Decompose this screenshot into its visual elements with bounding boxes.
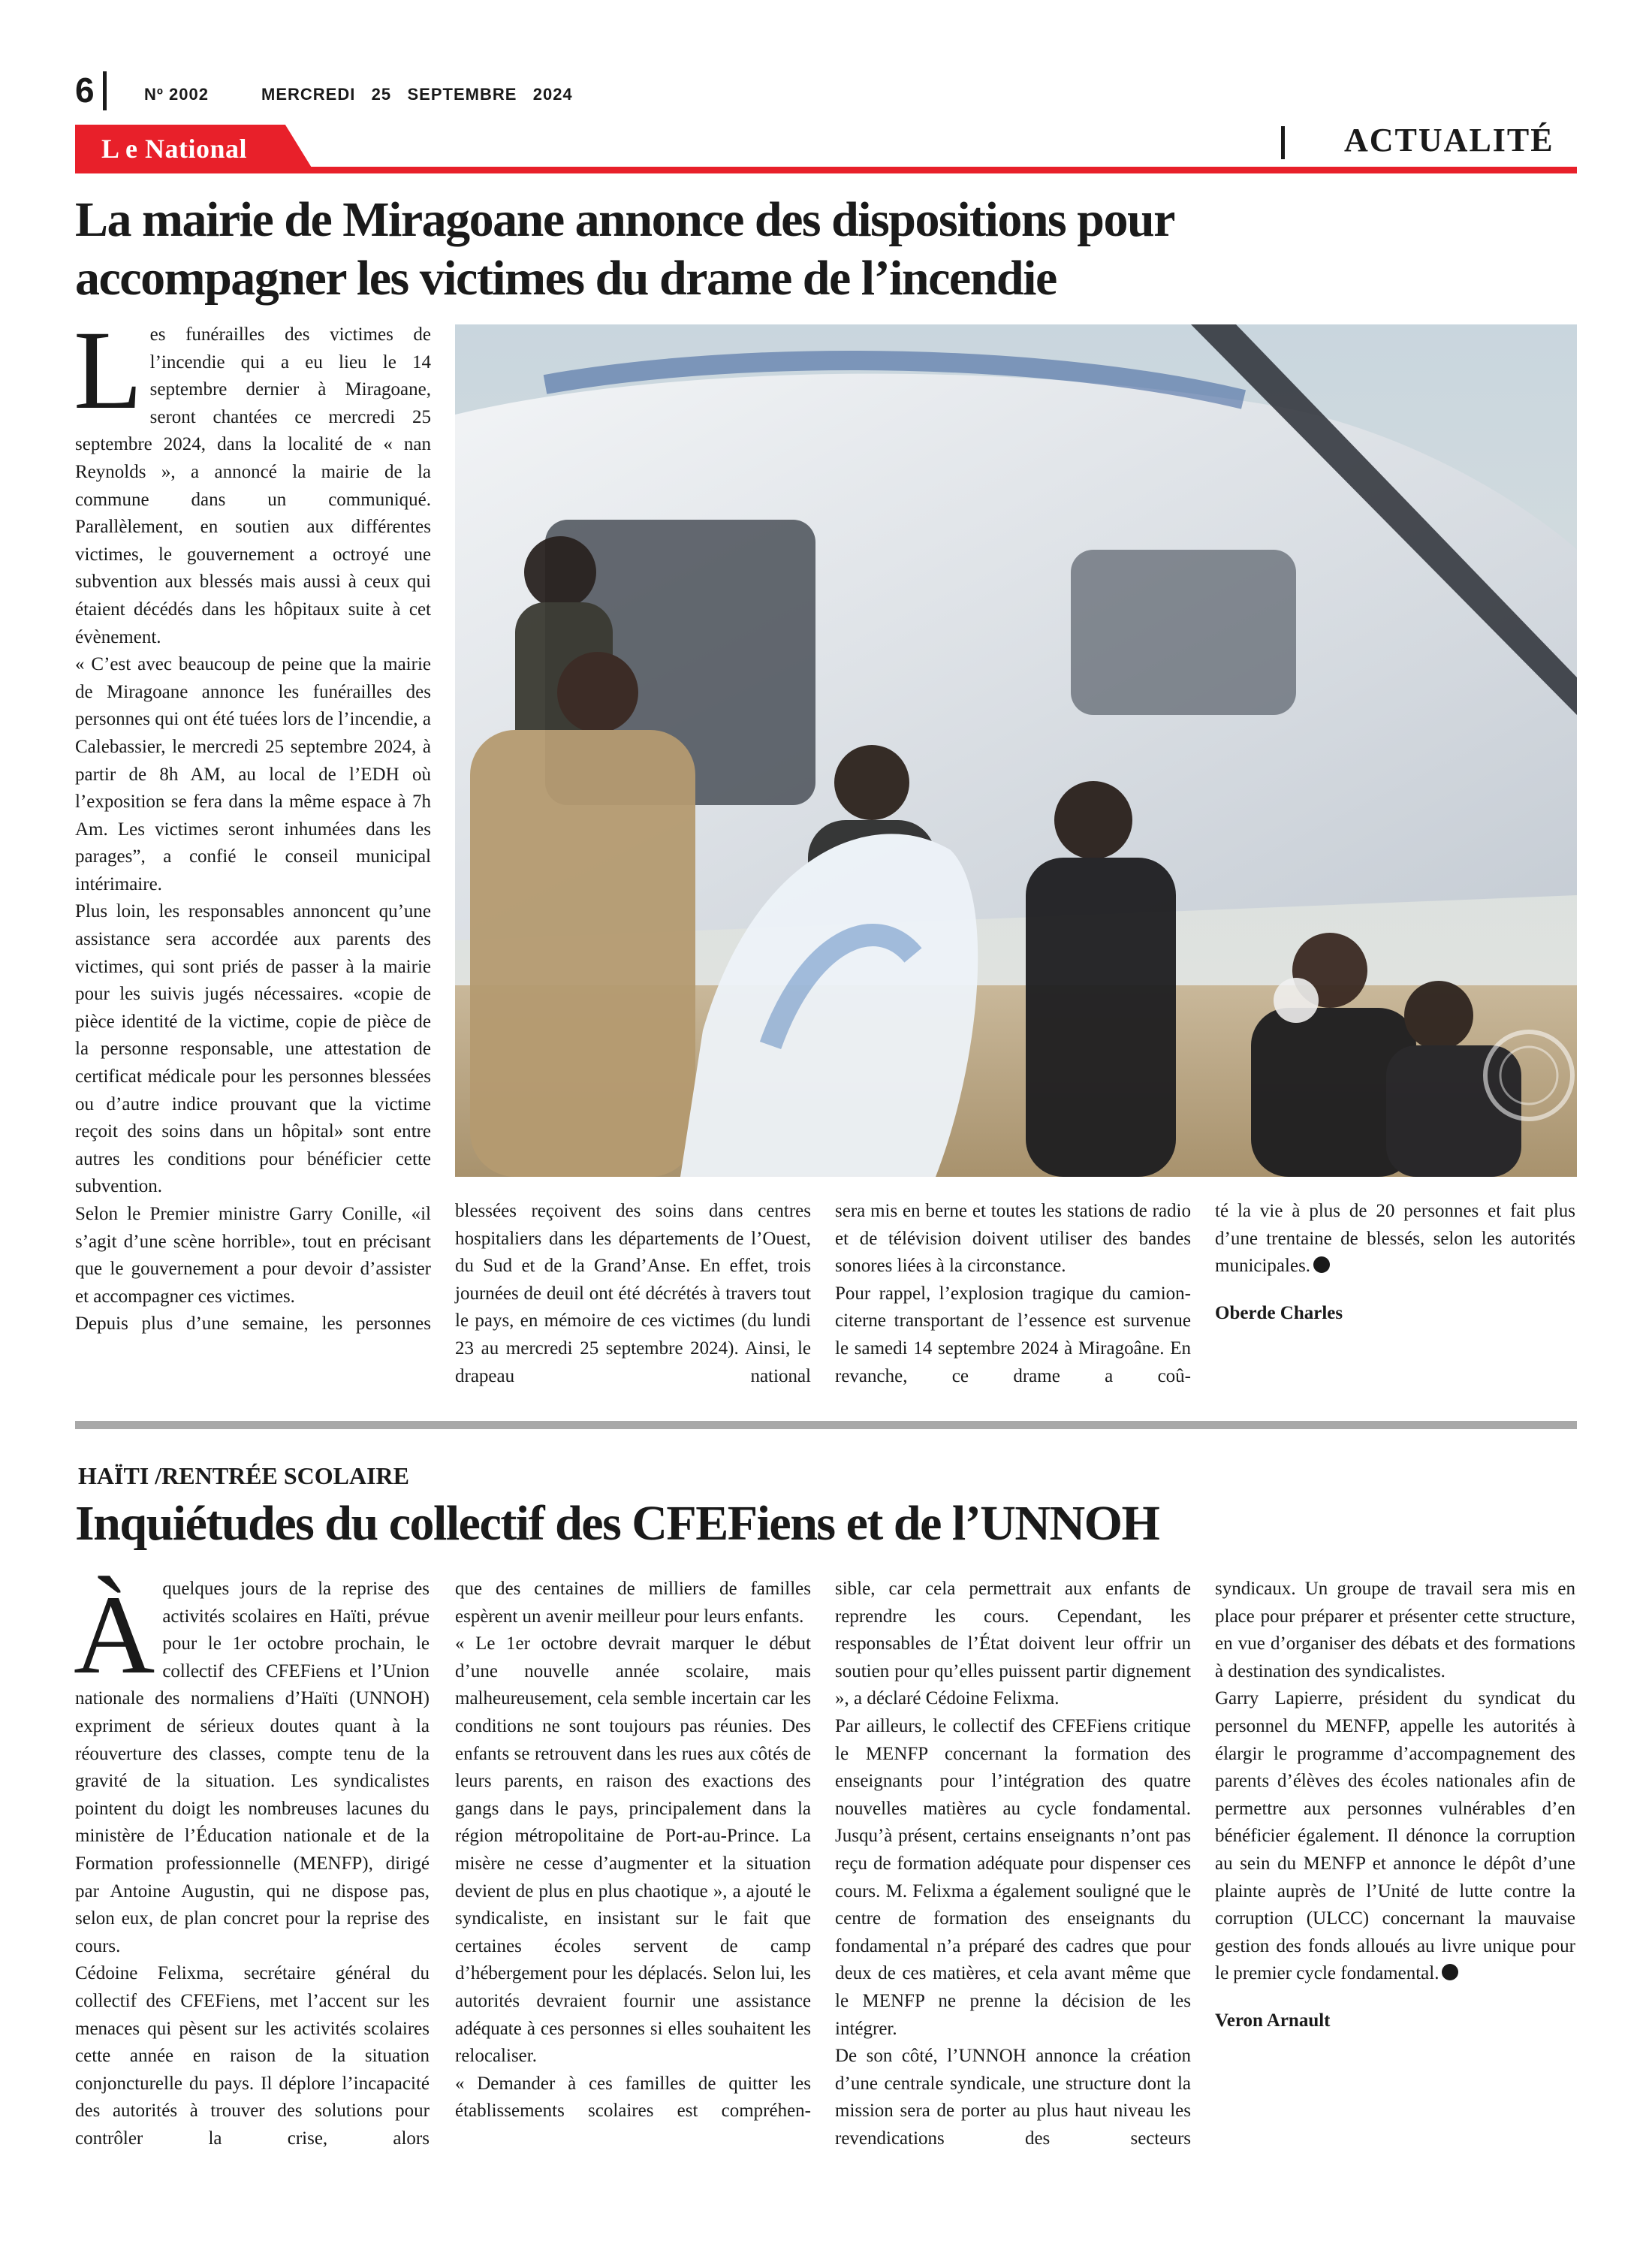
article1-paragraph: Selon le Premier ministre Garry Conille, «il s’agit d’une scène horrible», tout en précisant que le gouvernement a pour devoir d’assister et accompagner ces victimes.: [75, 1204, 431, 1307]
article1-column-2: [455, 1198, 811, 1390]
header-rule: [75, 167, 1577, 173]
article2-paragraph: De son côté, l’UNNOH annonce la création d’une centrale syndicale, une structure dont la mission sera de porter au plus haut niveau les revendications des secteurs: [835, 2046, 1191, 2149]
article-separator: [75, 1421, 1577, 1429]
article1-headline-line1: La mairie de Miragoane annonce des dispositions pour: [75, 192, 1174, 247]
end-of-article-icon: [1313, 1256, 1330, 1273]
article1-column-3: [835, 1198, 1191, 1390]
article1-column-1: [74, 308, 431, 1338]
article2-paragraph: [74, 1573, 430, 1960]
end-of-article-icon: [1442, 1964, 1458, 1980]
article1-paragraph: Pour rappel, l’explosion tragique du camion-citerne transportant de l’essence est survenue le samedi 14 septembre 2024 à Miragoâne. En revanche, ce drame a coû-: [835, 1283, 1191, 1386]
article1-paragraph: Depuis plus d’une semaine, les personnes: [75, 1313, 431, 1335]
article2-paragraph: [1215, 1685, 1575, 1988]
section-name: ACTUALITÉ: [1344, 122, 1554, 158]
article2-paragraph: que des centaines de milliers de familles espèrent un avenir meilleur pour leurs enfants.: [455, 1579, 811, 1627]
page-number: 6: [75, 71, 95, 110]
article1-paragraph: Plus loin, les responsables annoncent qu’une assistance sera accordée aux parents des victimes, qui sont priés de passer à la mairie pour les suivis jugés nécessaires. «copie de pièce identité de la victime, copie de pièce de la personne responsable, une attestation de certificat médicale pour les personnes blessées ou d’autre indice prouvant que la victime reçoit des soins dans un hôpital» sont entre autres les conditions pour bénéficier cette subvention.: [75, 901, 431, 1197]
article2-paragraph: « Le 1er octobre devrait marquer le début d’une nouvelle année scolaire, mais malheureusement, cela semble incertain car les conditions ne sont toujours pas réunies. Des enfants se retrouvent dans les rues aux côtés de leurs parents, en raison des exactions des gangs dans le pays, principalement dans la région métropolitaine de Port-au-Prince. La misère ne cesse d’augmenter et la situation devient de plus en plus chaotique », a ajouté le syndicaliste, en insistant sur le fait que certaines écoles servent de camp d’hébergement pour les déplacés. Selon lui, les autorités devraient fournir une assistance adéquate à ces personnes si elles souhaitent les relocaliser.: [455, 1633, 811, 2067]
article2-kicker: HAÏTI /RENTRÉE SCOLAIRE: [78, 1462, 409, 1489]
article1-headline-line2: accompagner les victimes du drame de l’incendie: [75, 251, 1057, 306]
article2-paragraph: Par ailleurs, le collectif des CFEFiens critique le MENFP concernant la formation des enseignants pour l’intégration des quatre nouvelles matières au cycle fondamental. Jusqu’à présent, certains enseignants n’ont pas reçu de formation adéquate pour dispenser ces cours. M. Felixma a également souligné que le centre de formation des enseignants du fondamental n’a préparé des cadres que pour deux de ces matières, et cela avant même que le MENFP ne prenne la décision de les intégrer.: [835, 1715, 1191, 2039]
article2-paragraph: Cédoine Felixma, secrétaire général du collectif des CFEFiens, met l’accent sur les menaces qui pèsent sur les activités scolaires cette année en raison de la situation conjoncturelle du pays. Il déplore l’incapacité des autorités à trouver des solutions pour contrôler la crise, alors: [75, 1963, 430, 2149]
article1-paragraph: « C’est avec beaucoup de peine que la mairie de Miragoane annonce les funérailles des personnes qui ont été tuées lors de l’incendie, a Calebassier, le mercredi 25 septembre 2024, à partir de 8h AM, au local de l’EDH où l’exposition se fera dans la même espace à 7h Am. Les victimes seront inhumées dans les parages”, a confié le conseil municipal intérimaire.: [75, 654, 431, 894]
article2-paragraph: sible, car cela permettrait aux enfants de reprendre les cours. Cependant, les responsables de l’État doivent leur offrir un soutien pour qu’elles puissent partir dignement », a déclaré Cédoine Felixma.: [835, 1579, 1191, 1709]
article2-column-2: [455, 1576, 811, 2125]
article1-dropcap: L: [74, 308, 143, 433]
article2-paragraph: « Demander à ces familles de quitter les établissements scolaires est compréhen-: [455, 2073, 811, 2122]
issue-date: MERCREDI 25 SEPTEMBRE 2024: [261, 85, 573, 104]
article1-paragraph: blessées reçoivent des soins dans centres hospitaliers dans les départements de l’Ouest, du Sud et de la Grand’Anse. En effet, trois journées de deuil ont été décrétés à travers tout le pays, en mémoire de ces victimes (du lundi 23 au mercredi 25 septembre 2024). Ainsi, le drapeau national: [455, 1201, 811, 1386]
article1-paragraph-text: es funérailles des victimes de l’incendie qui a eu lieu le 14 septembre dernier à Miragoane, seront chantées ce mercredi 25 septembre 2024, dans la localité de « nan Reynolds », a annoncé la mairie de la commune dans un communiqué. Parallèlement, en soutien aux différentes victimes, le gouvernement a octroyé une subvention aux blessés mais aussi à ceux qui étaient décédés dans les hôpitaux suite à cet évènement.: [75, 324, 431, 647]
article2-column-4: [1215, 1576, 1575, 2035]
section-divider: [1281, 126, 1285, 159]
article2-dropcap: À: [74, 1573, 155, 1697]
article2-column-3: [835, 1576, 1191, 2152]
article2-headline: Inquiétudes du collectif des CFEFiens et de l’UNNOH: [75, 1496, 1159, 1551]
issue-number: Nº 2002: [144, 85, 209, 104]
article1-byline: Oberde Charles: [1215, 1302, 1343, 1323]
article2-column-1: [74, 1573, 430, 2152]
article2-closing-text: Garry Lapierre, président du syndicat du personnel du MENFP, appelle les autorités à élargir le programme d’accompagnement des parents d’élèves des écoles nationales afin de permettre aux personnes vulnérables d’en bénéficier également. Il dénonce la corruption au sein du MENFP et annonce le dépôt d’une plainte auprès de l’Unité de lutte contre la corruption (ULCC) concernant la mauvaise gestion des fonds alloués au livre unique pour le premier cycle fondamental.: [1215, 1688, 1575, 1984]
article1-paragraph: [1215, 1198, 1575, 1280]
article1-column-4: [1215, 1198, 1575, 1327]
article1-photo: [455, 324, 1577, 1177]
page-number-divider: [103, 71, 107, 110]
article1-headline: [75, 191, 1577, 308]
article2-paragraph: syndicaux. Un groupe de travail sera mis en place pour préparer et présenter cette structure, en vue d’organiser des débats et des formations à destination des syndicalistes.: [1215, 1579, 1575, 1681]
article2-byline: Veron Arnault: [1215, 2010, 1331, 2031]
article1-paragraph: sera mis en berne et toutes les stations de radio et de télévision doivent utiliser des bandes sonores liées à la circonstance.: [835, 1201, 1191, 1277]
article1-closing-text: té la vie à plus de 20 personnes et fait plus d’une trentaine de blessés, selon les autorités municipales.: [1215, 1201, 1575, 1277]
publication-name: L e National: [101, 134, 248, 164]
article2-paragraph-text: quelques jours de la reprise des activités scolaires en Haïti, prévue pour le 1er octobre prochain, le collectif des CFEFiens et l’Union nationale des normaliens d’Haïti (UNNOH) expriment de sérieux doutes quant à la réouverture des classes, compte tenu de la gravité de la situation. Les syndicalistes pointent du doigt les nombreuses lacunes du ministère de l’Éducation nationale et de la Formation professionnelle (MENFP), dirigé par Antoine Augustin, qui ne dispose pas, selon eux, de plan concret pour la reprise des cours.: [75, 1579, 430, 1956]
article1-paragraph: [74, 308, 431, 651]
